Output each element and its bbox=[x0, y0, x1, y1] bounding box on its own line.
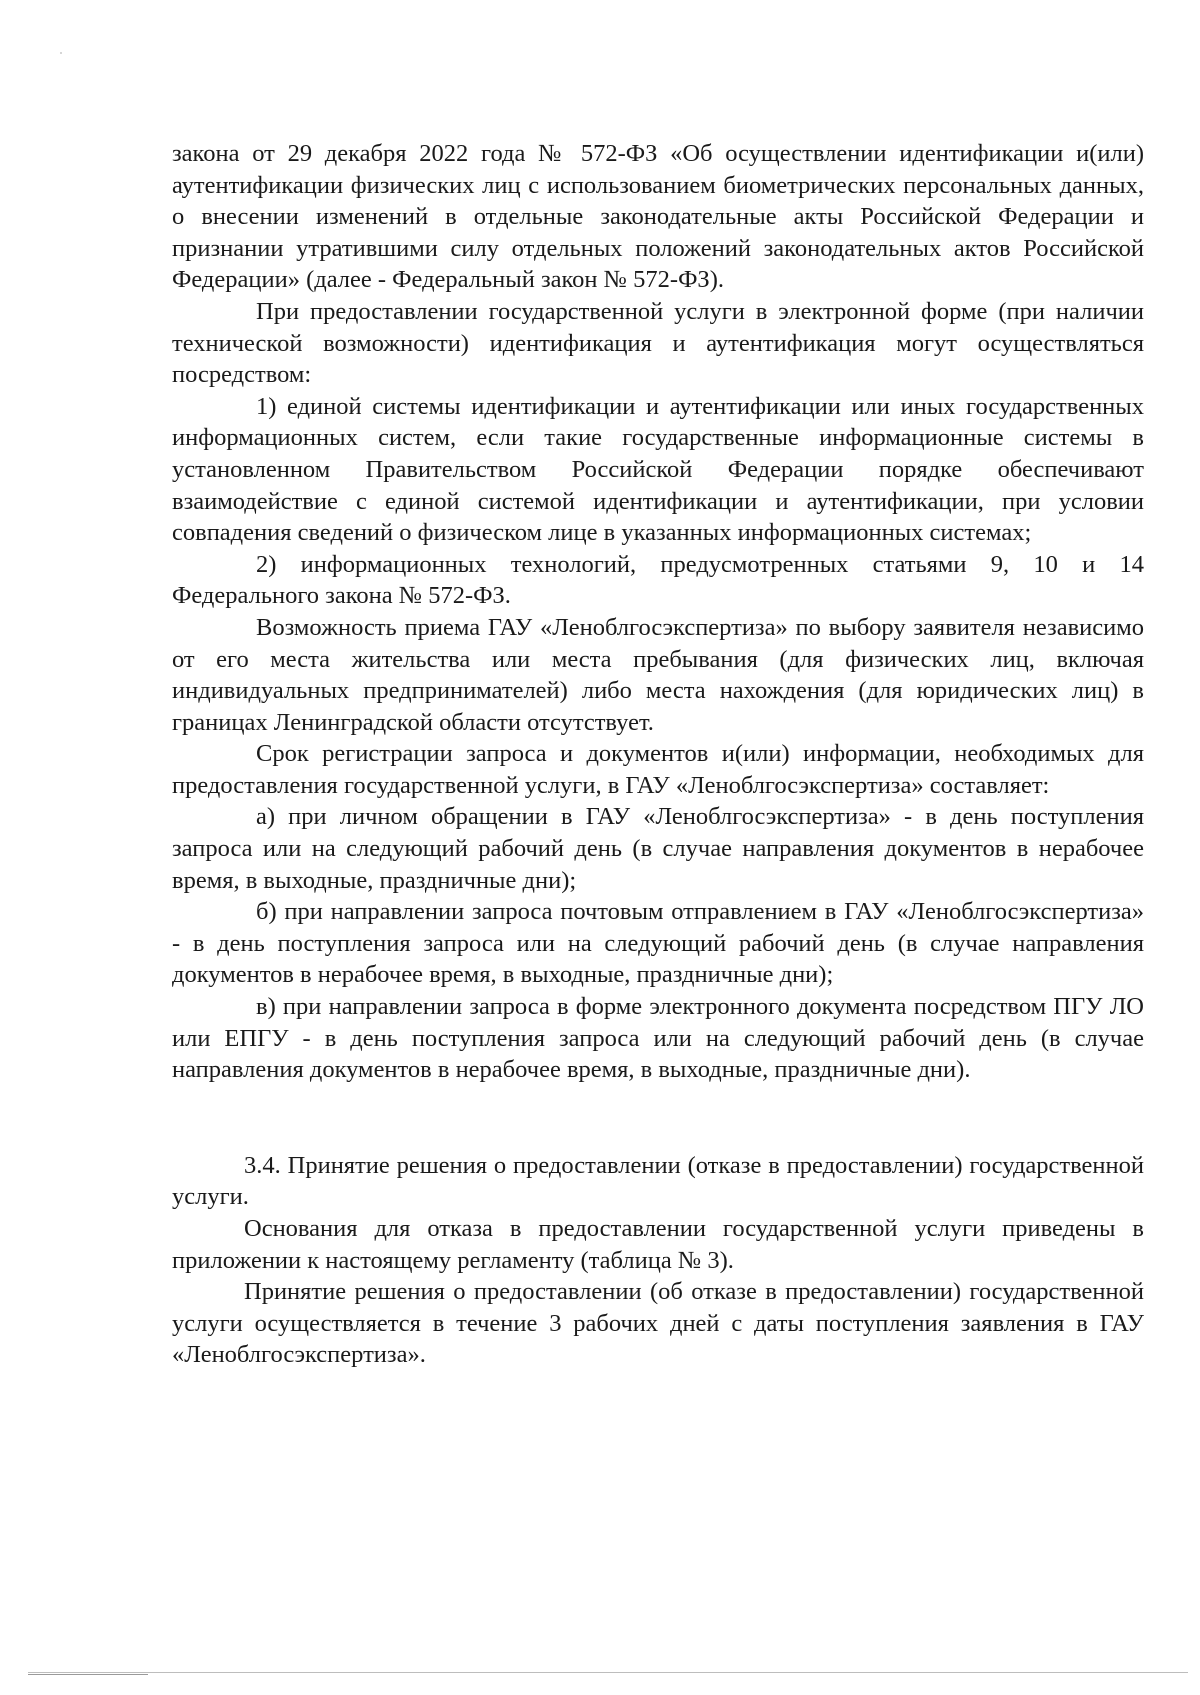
list-item-v: в) при направлении запроса в форме электронного документа посредством ПГУ ЛО или ЕПГУ - в день поступления запроса или на следующий рабочий день (в случае направления документов в нерабочее время, в выходные, праздничные дни). bbox=[172, 993, 1144, 1084]
list-item-b: б) при направлении запроса почтовым отправлением в ГАУ «Леноблгосэкспертиза» - в день поступления запроса или на следующий рабочий день (в случае направления документов в нерабочее время, в выходные, праздничные дни); bbox=[172, 898, 1144, 989]
paragraph-identification-intro: При предоставлении государственной услуги в электронной форме (при наличии технической возможности) идентификация и аутентификация могут осуществляться посредством: bbox=[172, 297, 1144, 389]
section-heading-3-4: 3.4. Принятие решения о предоставлении (отказе в предоставлении) государственной услуги. bbox=[172, 1151, 1144, 1211]
list-item-a: а) при личном обращении в ГАУ «Леноблгосэкспертиза» - в день поступления запроса или на следующий рабочий день (в случае направления документов в нерабочее время, в выходные, праздничные дни); bbox=[172, 803, 1144, 894]
list-item-2: 2) информационных технологий, предусмотренных статьями 9, 10 и 14 Федерального закона № 572-ФЗ. bbox=[172, 550, 1144, 610]
paragraph-law-reference: закона от 29 декабря 2022 года № 572-ФЗ «Об осуществлении идентификации и(или) аутентификации физических лиц с использованием биометрических персональных данных, о внесении изменений в отдельные законодательные акты Российской Федерации и признании утратившими силу отдельных положений законодательных актов Российской Федерации» (далее - Федеральный закон № 572-ФЗ). bbox=[172, 140, 1144, 294]
paragraph-reception-possibility: Возможность приема ГАУ «Леноблгосэкспертиза» по выбору заявителя независимо от его места жительства или места пребывания (для физических лиц, включая индивидуальных предпринимателей) либо места нахождения (для юридических лиц) в границах Ленинградской области отсутствует. bbox=[172, 613, 1144, 736]
document-page bbox=[172, 138, 1144, 1371]
paragraph-decision-term: Принятие решения о предоставлении (об отказе в предоставлении) государственной услуги осуществляется в течение 3 рабочих дней с даты поступления заявления в ГАУ «Леноблгосэкспертиза». bbox=[172, 1278, 1144, 1369]
page-bottom-edge bbox=[28, 1672, 1188, 1673]
scan-artifact bbox=[60, 52, 62, 54]
paragraph-registration-term: Срок регистрации запроса и документов и(или) информации, необходимых для предоставления государственной услуги, в ГАУ «Леноблгосэкспертиза» составляет: bbox=[172, 740, 1144, 799]
page-bottom-edge-mark bbox=[28, 1674, 148, 1675]
paragraph-refusal-grounds: Основания для отказа в предоставлении государственной услуги приведены в приложении к настоящему регламенту (таблица № 3). bbox=[172, 1215, 1144, 1274]
list-item-1: 1) единой системы идентификации и аутентификации или иных государственных информационных систем, если такие государственные информационные системы в установленном Правительством Российской Федерации порядке обеспечивают взаимодействие с единой системой идентификации и аутентификации, при условии совпадения сведений о физическом лице в указанных информационных системах; bbox=[172, 392, 1144, 547]
